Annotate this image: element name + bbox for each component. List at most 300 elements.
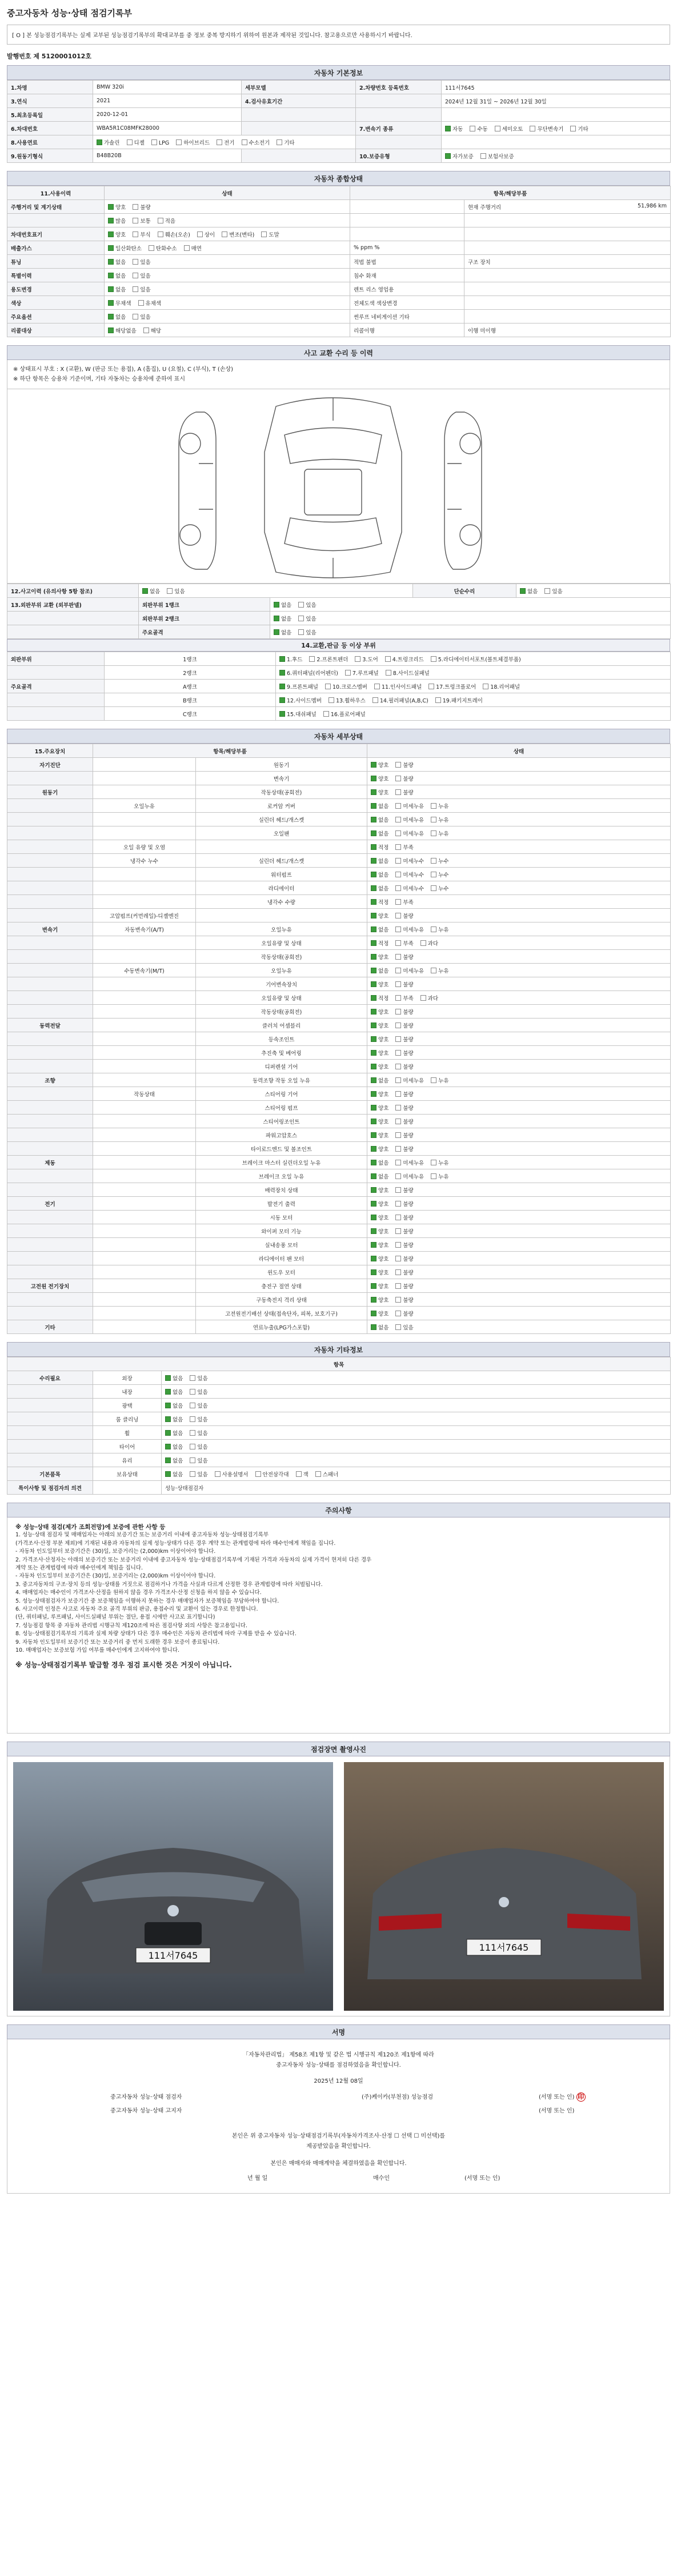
option-item[interactable] [371, 1117, 388, 1125]
checkbox-icon[interactable] [371, 981, 376, 987]
checkbox-icon[interactable] [165, 1430, 171, 1436]
option-item[interactable] [371, 1296, 388, 1304]
checkbox-icon[interactable] [395, 1297, 401, 1303]
option-item[interactable] [395, 788, 413, 796]
checkbox-icon[interactable] [158, 231, 163, 237]
option-item[interactable] [428, 682, 476, 690]
option-item[interactable] [371, 953, 388, 961]
option-item[interactable] [431, 967, 448, 975]
checkbox-icon[interactable] [431, 1160, 436, 1165]
checkbox-icon[interactable] [274, 602, 279, 608]
checkbox-icon[interactable] [395, 803, 401, 809]
checkbox-icon[interactable] [274, 629, 279, 635]
checkbox-icon[interactable] [544, 588, 550, 594]
option-item[interactable] [395, 1255, 413, 1263]
checkbox-icon[interactable] [371, 1256, 376, 1261]
checkbox-icon[interactable] [133, 231, 138, 237]
option-item[interactable] [371, 939, 388, 947]
checkbox-icon[interactable] [395, 981, 401, 987]
option-item[interactable] [371, 816, 388, 824]
checkbox-icon[interactable] [371, 872, 376, 877]
option-item[interactable] [395, 953, 413, 961]
option-item[interactable] [371, 1227, 388, 1235]
option-item[interactable] [143, 326, 161, 334]
checkbox-icon[interactable] [395, 789, 401, 795]
option-item[interactable] [371, 1021, 388, 1029]
checkbox-icon[interactable] [127, 139, 133, 145]
option-item[interactable] [190, 1456, 207, 1464]
checkbox-icon[interactable] [431, 885, 436, 891]
option-item[interactable] [371, 1145, 388, 1153]
checkbox-icon[interactable] [371, 803, 376, 809]
option-item[interactable] [395, 1200, 413, 1208]
checkbox-icon[interactable] [279, 656, 285, 662]
option-item[interactable] [190, 1470, 207, 1478]
checkbox-icon[interactable] [395, 1064, 401, 1069]
checkbox-icon[interactable] [371, 1228, 376, 1234]
option-item[interactable] [167, 587, 185, 595]
checkbox-icon[interactable] [329, 697, 334, 703]
option-item[interactable] [483, 682, 520, 690]
checkbox-icon[interactable] [133, 273, 138, 278]
option-item[interactable] [431, 925, 448, 933]
option-item[interactable] [215, 1470, 249, 1478]
checkbox-icon[interactable] [371, 1132, 376, 1138]
option-item[interactable] [108, 299, 131, 307]
option-item[interactable] [371, 857, 388, 865]
option-item[interactable] [279, 710, 317, 718]
option-item[interactable] [431, 802, 448, 810]
option-item[interactable] [395, 816, 424, 824]
checkbox-icon[interactable] [309, 656, 315, 662]
checkbox-icon[interactable] [133, 204, 138, 210]
checkbox-icon[interactable] [255, 1471, 261, 1477]
option-item[interactable] [133, 313, 150, 321]
checkbox-icon[interactable] [371, 954, 376, 960]
checkbox-icon[interactable] [395, 1036, 401, 1042]
option-item[interactable] [371, 1063, 388, 1071]
checkbox-icon[interactable] [395, 1187, 401, 1193]
checkbox-icon[interactable] [371, 762, 376, 768]
option-item[interactable] [395, 1090, 413, 1098]
option-item[interactable] [142, 587, 160, 595]
checkbox-icon[interactable] [420, 940, 426, 946]
option-item[interactable] [277, 138, 294, 146]
option-item[interactable] [165, 1456, 183, 1464]
option-item[interactable] [165, 1415, 183, 1423]
option-item[interactable] [165, 1443, 183, 1451]
option-item[interactable] [371, 1104, 388, 1112]
option-item[interactable] [108, 313, 126, 321]
checkbox-icon[interactable] [395, 844, 401, 850]
option-item[interactable] [371, 1268, 388, 1276]
checkbox-icon[interactable] [371, 1119, 376, 1124]
checkbox-icon[interactable] [570, 126, 576, 131]
checkbox-icon[interactable] [279, 684, 285, 689]
option-item[interactable] [158, 230, 190, 238]
checkbox-icon[interactable] [431, 830, 436, 836]
option-item[interactable] [190, 1429, 207, 1437]
option-item[interactable] [371, 925, 388, 933]
option-item[interactable] [371, 1241, 388, 1249]
option-item[interactable] [97, 138, 120, 146]
option-item[interactable] [544, 587, 562, 595]
option-item[interactable] [371, 1186, 388, 1194]
checkbox-icon[interactable] [108, 204, 114, 210]
checkbox-icon[interactable] [190, 1471, 195, 1477]
option-item[interactable] [190, 1374, 207, 1382]
checkbox-icon[interactable] [108, 231, 114, 237]
option-item[interactable] [431, 655, 521, 663]
checkbox-icon[interactable] [371, 1215, 376, 1220]
checkbox-icon[interactable] [133, 286, 138, 292]
checkbox-icon[interactable] [108, 218, 114, 223]
option-item[interactable] [431, 884, 448, 892]
checkbox-icon[interactable] [345, 670, 351, 676]
option-item[interactable] [371, 1049, 388, 1057]
option-item[interactable] [279, 682, 318, 690]
checkbox-icon[interactable] [431, 656, 436, 662]
checkbox-icon[interactable] [371, 776, 376, 781]
option-item[interactable] [395, 761, 413, 769]
option-item[interactable] [371, 829, 388, 837]
option-item[interactable] [371, 1172, 388, 1180]
checkbox-icon[interactable] [190, 1375, 195, 1381]
checkbox-icon[interactable] [165, 1471, 171, 1477]
checkbox-icon[interactable] [395, 1283, 401, 1289]
checkbox-icon[interactable] [371, 817, 376, 822]
checkbox-icon[interactable] [371, 1187, 376, 1193]
option-item[interactable] [371, 788, 388, 796]
checkbox-icon[interactable] [431, 1173, 436, 1179]
checkbox-icon[interactable] [165, 1457, 171, 1463]
checkbox-icon[interactable] [371, 1297, 376, 1303]
checkbox-icon[interactable] [395, 1324, 401, 1330]
option-item[interactable] [395, 980, 413, 988]
option-item[interactable] [108, 203, 126, 211]
checkbox-icon[interactable] [395, 940, 401, 946]
checkbox-icon[interactable] [530, 126, 535, 131]
checkbox-icon[interactable] [279, 697, 285, 703]
option-item[interactable] [395, 1213, 413, 1221]
option-item[interactable] [217, 138, 234, 146]
checkbox-icon[interactable] [165, 1403, 171, 1408]
checkbox-icon[interactable] [296, 1471, 302, 1477]
checkbox-icon[interactable] [133, 314, 138, 319]
checkbox-icon[interactable] [323, 711, 329, 717]
option-item[interactable] [395, 1049, 413, 1057]
option-item[interactable] [176, 138, 210, 146]
option-item[interactable] [431, 829, 448, 837]
checkbox-icon[interactable] [431, 817, 436, 822]
option-item[interactable] [190, 1443, 207, 1451]
checkbox-icon[interactable] [395, 1132, 401, 1138]
checkbox-icon[interactable] [395, 1215, 401, 1220]
checkbox-icon[interactable] [395, 1023, 401, 1028]
option-item[interactable] [371, 1159, 388, 1167]
option-item[interactable] [108, 326, 137, 334]
checkbox-icon[interactable] [395, 1256, 401, 1261]
option-item[interactable] [520, 587, 538, 595]
checkbox-icon[interactable] [371, 1324, 376, 1330]
option-item[interactable] [190, 1401, 207, 1409]
option-item[interactable] [279, 696, 322, 704]
option-item[interactable] [395, 1035, 413, 1043]
checkbox-icon[interactable] [395, 926, 401, 932]
option-item[interactable] [165, 1401, 183, 1409]
option-item[interactable] [431, 1159, 448, 1167]
option-item[interactable] [133, 230, 150, 238]
checkbox-icon[interactable] [431, 926, 436, 932]
checkbox-icon[interactable] [395, 776, 401, 781]
option-item[interactable] [108, 258, 126, 266]
option-item[interactable] [480, 152, 514, 160]
checkbox-icon[interactable] [445, 153, 451, 159]
option-item[interactable] [190, 1388, 207, 1396]
option-item[interactable] [395, 1323, 413, 1331]
checkbox-icon[interactable] [222, 231, 227, 237]
option-item[interactable] [298, 614, 316, 622]
option-item[interactable] [323, 710, 366, 718]
option-item[interactable] [279, 669, 338, 677]
option-item[interactable] [222, 230, 254, 238]
checkbox-icon[interactable] [395, 1311, 401, 1316]
checkbox-icon[interactable] [395, 1269, 401, 1275]
option-item[interactable] [127, 138, 145, 146]
checkbox-icon[interactable] [176, 139, 182, 145]
checkbox-icon[interactable] [165, 1375, 171, 1381]
option-item[interactable] [431, 1172, 448, 1180]
checkbox-icon[interactable] [190, 1457, 195, 1463]
checkbox-icon[interactable] [190, 1389, 195, 1395]
checkbox-icon[interactable] [395, 830, 401, 836]
checkbox-icon[interactable] [445, 126, 451, 131]
option-item[interactable] [420, 939, 438, 947]
option-item[interactable] [371, 1090, 388, 1098]
checkbox-icon[interactable] [215, 1471, 221, 1477]
option-item[interactable] [165, 1429, 183, 1437]
checkbox-icon[interactable] [298, 602, 304, 608]
option-item[interactable] [371, 843, 388, 851]
checkbox-icon[interactable] [483, 684, 488, 689]
checkbox-icon[interactable] [371, 926, 376, 932]
checkbox-icon[interactable] [165, 1444, 171, 1449]
option-item[interactable] [395, 843, 413, 851]
option-item[interactable] [395, 994, 413, 1002]
checkbox-icon[interactable] [371, 1105, 376, 1111]
checkbox-icon[interactable] [435, 697, 441, 703]
option-item[interactable] [385, 655, 424, 663]
option-item[interactable] [371, 912, 388, 920]
checkbox-icon[interactable] [495, 126, 500, 131]
option-item[interactable] [530, 125, 563, 133]
option-item[interactable] [108, 244, 142, 252]
checkbox-icon[interactable] [298, 616, 304, 621]
checkbox-icon[interactable] [395, 995, 401, 1001]
checkbox-icon[interactable] [151, 139, 157, 145]
option-item[interactable] [395, 1282, 413, 1290]
option-item[interactable] [445, 152, 474, 160]
option-item[interactable] [395, 774, 413, 782]
checkbox-icon[interactable] [274, 616, 279, 621]
checkbox-icon[interactable] [355, 656, 360, 662]
option-item[interactable] [190, 1415, 207, 1423]
option-item[interactable] [395, 898, 413, 906]
checkbox-icon[interactable] [395, 872, 401, 877]
checkbox-icon[interactable] [431, 803, 436, 809]
checkbox-icon[interactable] [142, 588, 148, 594]
option-item[interactable] [371, 1255, 388, 1263]
option-item[interactable] [371, 1131, 388, 1139]
checkbox-icon[interactable] [190, 1430, 195, 1436]
checkbox-icon[interactable] [108, 245, 114, 251]
checkbox-icon[interactable] [371, 844, 376, 850]
option-item[interactable] [242, 138, 270, 146]
checkbox-icon[interactable] [217, 139, 222, 145]
checkbox-icon[interactable] [386, 670, 391, 676]
checkbox-icon[interactable] [470, 126, 475, 131]
checkbox-icon[interactable] [190, 1403, 195, 1408]
option-item[interactable] [329, 696, 366, 704]
checkbox-icon[interactable] [143, 328, 149, 333]
checkbox-icon[interactable] [371, 1036, 376, 1042]
option-item[interactable] [296, 1470, 309, 1478]
option-item[interactable] [371, 1282, 388, 1290]
checkbox-icon[interactable] [374, 684, 380, 689]
option-item[interactable] [371, 994, 388, 1002]
checkbox-icon[interactable] [371, 1023, 376, 1028]
checkbox-icon[interactable] [315, 1471, 321, 1477]
option-item[interactable] [395, 1076, 424, 1084]
option-item[interactable] [371, 1213, 388, 1221]
option-item[interactable] [371, 1008, 388, 1016]
checkbox-icon[interactable] [371, 885, 376, 891]
option-item[interactable] [431, 816, 448, 824]
option-item[interactable] [395, 939, 413, 947]
checkbox-icon[interactable] [428, 684, 434, 689]
option-item[interactable] [395, 1172, 424, 1180]
checkbox-icon[interactable] [395, 885, 401, 891]
option-item[interactable] [108, 230, 126, 238]
option-item[interactable] [133, 203, 150, 211]
checkbox-icon[interactable] [325, 684, 331, 689]
option-item[interactable] [395, 967, 424, 975]
option-item[interactable] [309, 655, 348, 663]
checkbox-icon[interactable] [242, 139, 247, 145]
option-item[interactable] [395, 1309, 413, 1317]
checkbox-icon[interactable] [431, 858, 436, 864]
option-item[interactable] [108, 285, 126, 293]
checkbox-icon[interactable] [385, 656, 391, 662]
option-item[interactable] [395, 829, 424, 837]
checkbox-icon[interactable] [372, 697, 378, 703]
option-item[interactable] [395, 1296, 413, 1304]
checkbox-icon[interactable] [108, 286, 114, 292]
option-item[interactable] [435, 696, 483, 704]
option-item[interactable] [395, 1186, 413, 1194]
option-item[interactable] [371, 967, 388, 975]
checkbox-icon[interactable] [395, 762, 401, 768]
option-item[interactable] [133, 217, 150, 225]
checkbox-icon[interactable] [298, 629, 304, 635]
option-item[interactable] [274, 628, 291, 636]
option-item[interactable] [197, 230, 215, 238]
option-item[interactable] [108, 217, 126, 225]
option-item[interactable] [298, 628, 316, 636]
option-item[interactable] [149, 244, 177, 252]
checkbox-icon[interactable] [371, 1242, 376, 1248]
option-item[interactable] [372, 696, 428, 704]
checkbox-icon[interactable] [371, 1160, 376, 1165]
option-item[interactable] [371, 802, 388, 810]
checkbox-icon[interactable] [395, 1146, 401, 1152]
checkbox-icon[interactable] [420, 995, 426, 1001]
option-item[interactable] [255, 1470, 289, 1478]
checkbox-icon[interactable] [190, 1416, 195, 1422]
checkbox-icon[interactable] [108, 273, 114, 278]
checkbox-icon[interactable] [371, 899, 376, 905]
option-item[interactable] [158, 217, 175, 225]
checkbox-icon[interactable] [371, 1283, 376, 1289]
checkbox-icon[interactable] [371, 995, 376, 1001]
option-item[interactable] [371, 884, 388, 892]
option-item[interactable] [108, 271, 126, 279]
checkbox-icon[interactable] [138, 300, 144, 306]
checkbox-icon[interactable] [371, 1077, 376, 1083]
option-item[interactable] [371, 1200, 388, 1208]
option-item[interactable] [165, 1470, 183, 1478]
option-item[interactable] [386, 669, 430, 677]
checkbox-icon[interactable] [395, 817, 401, 822]
option-item[interactable] [371, 1076, 388, 1084]
option-item[interactable] [371, 761, 388, 769]
option-item[interactable] [274, 601, 291, 609]
checkbox-icon[interactable] [395, 1119, 401, 1124]
option-item[interactable] [570, 125, 588, 133]
checkbox-icon[interactable] [108, 259, 114, 265]
option-item[interactable] [445, 125, 463, 133]
checkbox-icon[interactable] [261, 231, 267, 237]
checkbox-icon[interactable] [395, 1077, 401, 1083]
option-item[interactable] [395, 802, 424, 810]
checkbox-icon[interactable] [520, 588, 526, 594]
checkbox-icon[interactable] [371, 789, 376, 795]
option-item[interactable] [420, 994, 438, 1002]
option-item[interactable] [315, 1470, 339, 1478]
checkbox-icon[interactable] [371, 968, 376, 973]
checkbox-icon[interactable] [371, 940, 376, 946]
option-item[interactable] [371, 980, 388, 988]
option-item[interactable] [395, 1008, 413, 1016]
option-item[interactable] [274, 614, 291, 622]
checkbox-icon[interactable] [395, 1050, 401, 1056]
checkbox-icon[interactable] [158, 218, 163, 223]
option-item[interactable] [184, 244, 202, 252]
option-item[interactable] [395, 912, 413, 920]
option-item[interactable] [133, 285, 150, 293]
checkbox-icon[interactable] [371, 1050, 376, 1056]
checkbox-icon[interactable] [97, 139, 102, 145]
checkbox-icon[interactable] [431, 968, 436, 973]
option-item[interactable] [165, 1374, 183, 1382]
option-item[interactable] [395, 857, 424, 865]
option-item[interactable] [151, 139, 169, 146]
option-item[interactable] [345, 669, 379, 677]
option-item[interactable] [298, 601, 316, 609]
checkbox-icon[interactable] [371, 1009, 376, 1015]
option-item[interactable] [371, 870, 388, 878]
checkbox-icon[interactable] [108, 328, 114, 333]
